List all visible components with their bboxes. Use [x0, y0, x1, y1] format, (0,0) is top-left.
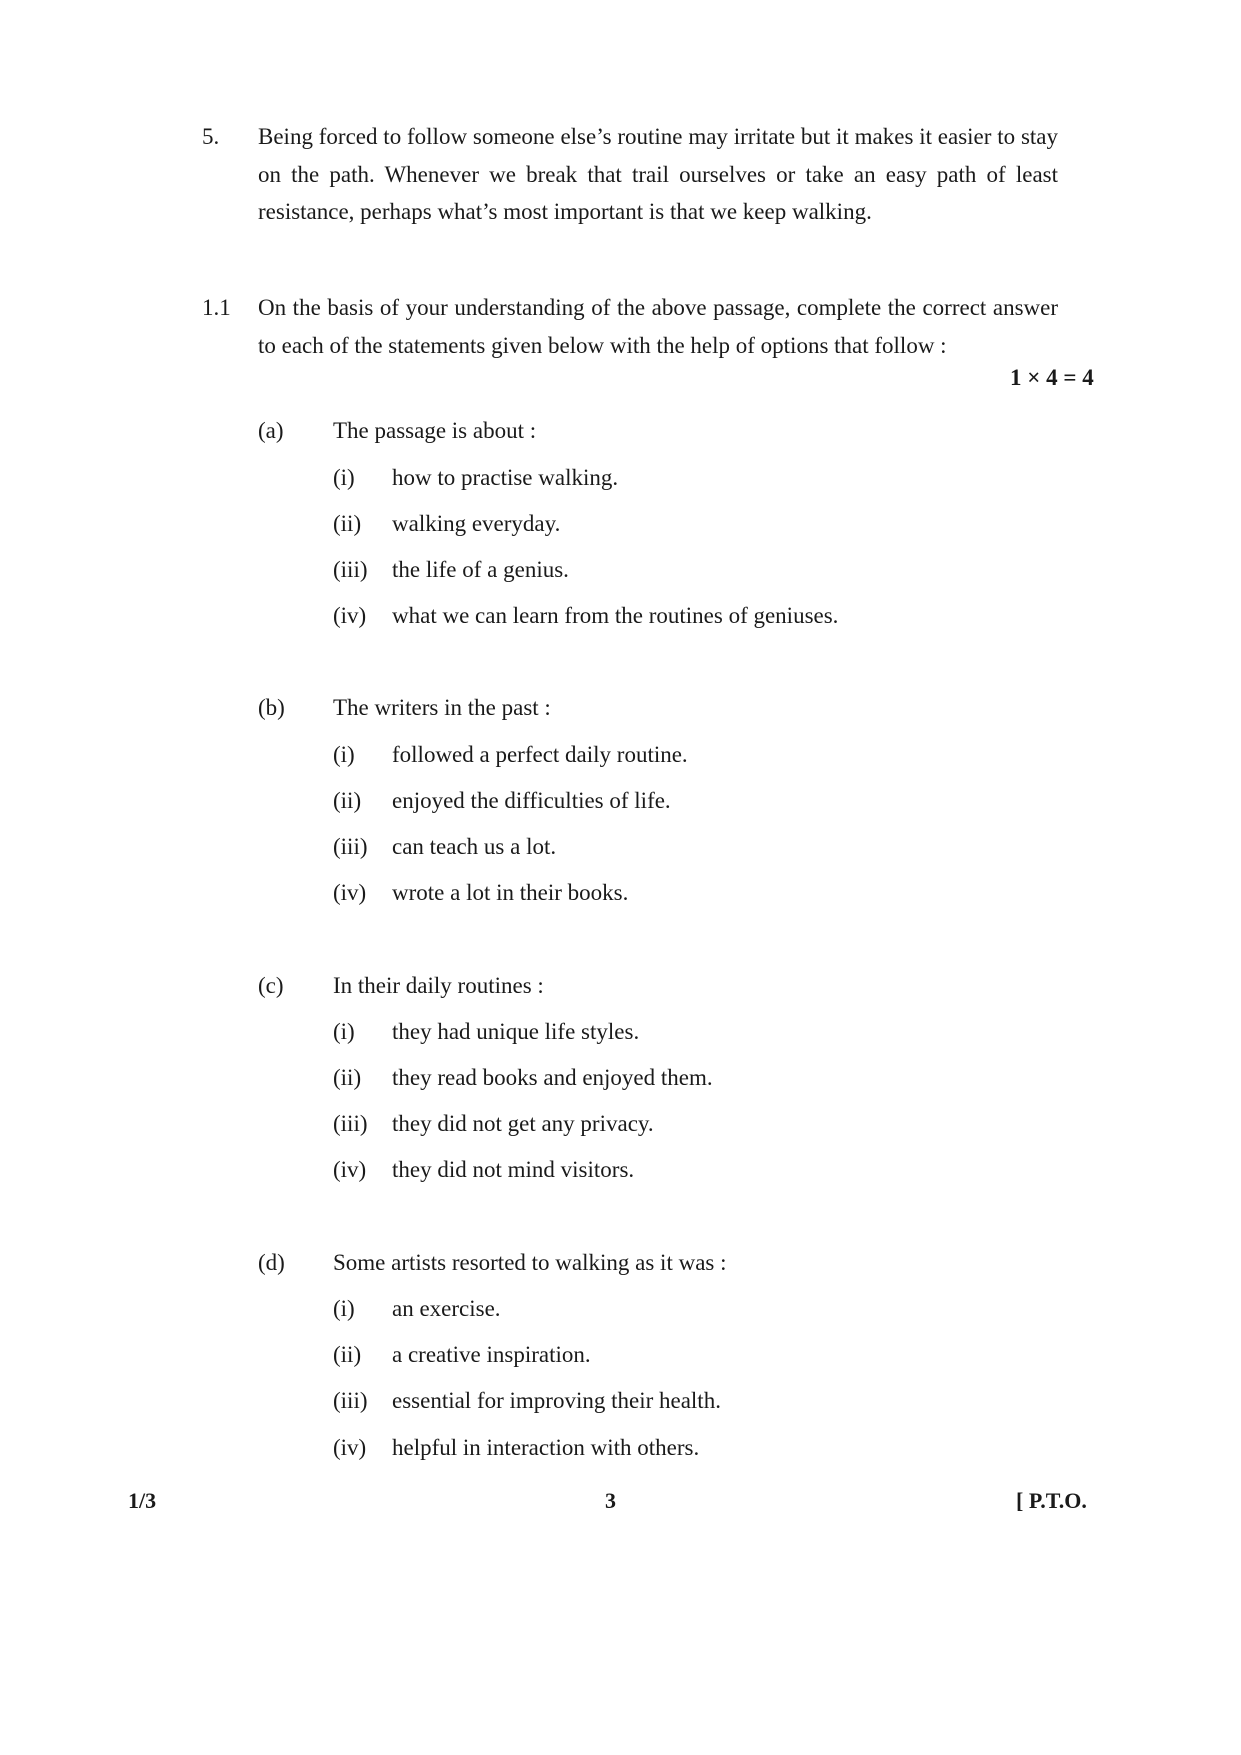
option-text: helpful in interaction with others. — [392, 1435, 700, 1460]
option-label: (iii) — [333, 834, 368, 859]
item-number: 5. — [202, 124, 220, 149]
option-label: (i) — [333, 1296, 355, 1321]
question-instruction: On the basis of your understanding of the above passage, complete the correct answer to each of the statements given below with the help of options that follow : — [258, 295, 1058, 358]
option-text: how to practise walking. — [392, 465, 619, 490]
option-label: (i) — [333, 465, 355, 490]
option-text: a creative inspiration. — [392, 1342, 591, 1367]
option-label: (iv) — [333, 1435, 367, 1460]
please-turn-over: [ P.T.O. — [1016, 1488, 1087, 1513]
option-text: can teach us a lot. — [392, 834, 557, 859]
option-label: (iii) — [333, 1388, 368, 1413]
option-label: (iv) — [333, 1157, 367, 1182]
option-text: the life of a genius. — [392, 557, 569, 582]
option-label: (iv) — [333, 880, 367, 905]
option-text: essential for improving their health. — [392, 1388, 721, 1413]
option-text: enjoyed the difficulties of life. — [392, 788, 671, 813]
option-text: what we can learn from the routines of geniuses. — [392, 603, 839, 628]
part-label: (a) — [258, 418, 284, 443]
option-label: (i) — [333, 742, 355, 767]
option-text: followed a perfect daily routine. — [392, 742, 688, 767]
page-number: 3 — [605, 1488, 616, 1513]
option-text: wrote a lot in their books. — [392, 880, 629, 905]
passage-paragraph: Being forced to follow someone else’s routine may irritate but it makes it easier to stay on the path. Whenever we break that trail ourselves or take an easy path of least resistance, perhaps what’s most important is that we keep walking. — [258, 124, 1058, 224]
question-number: 1.1 — [202, 295, 231, 320]
option-label: (iii) — [333, 1111, 368, 1136]
option-label: (ii) — [333, 788, 362, 813]
option-label: (iii) — [333, 557, 368, 582]
option-label: (i) — [333, 1019, 355, 1044]
part-label: (b) — [258, 695, 285, 720]
option-text: they read books and enjoyed them. — [392, 1065, 713, 1090]
option-text: they had unique life styles. — [392, 1019, 640, 1044]
part-stem: In their daily routines : — [333, 973, 544, 998]
option-label: (iv) — [333, 603, 367, 628]
paper-code: 1/3 — [128, 1488, 157, 1513]
part-label: (c) — [258, 973, 284, 998]
option-text: an exercise. — [392, 1296, 501, 1321]
option-text: walking everyday. — [392, 511, 561, 536]
option-label: (ii) — [333, 511, 362, 536]
marks-allocation: 1 × 4 = 4 — [1010, 365, 1094, 390]
option-label: (ii) — [333, 1342, 362, 1367]
part-stem: The passage is about : — [333, 418, 537, 443]
part-stem: The writers in the past : — [333, 695, 551, 720]
option-label: (ii) — [333, 1065, 362, 1090]
option-text: they did not mind visitors. — [392, 1157, 635, 1182]
option-text: they did not get any privacy. — [392, 1111, 654, 1136]
part-label: (d) — [258, 1250, 285, 1275]
part-stem: Some artists resorted to walking as it was : — [333, 1250, 727, 1275]
